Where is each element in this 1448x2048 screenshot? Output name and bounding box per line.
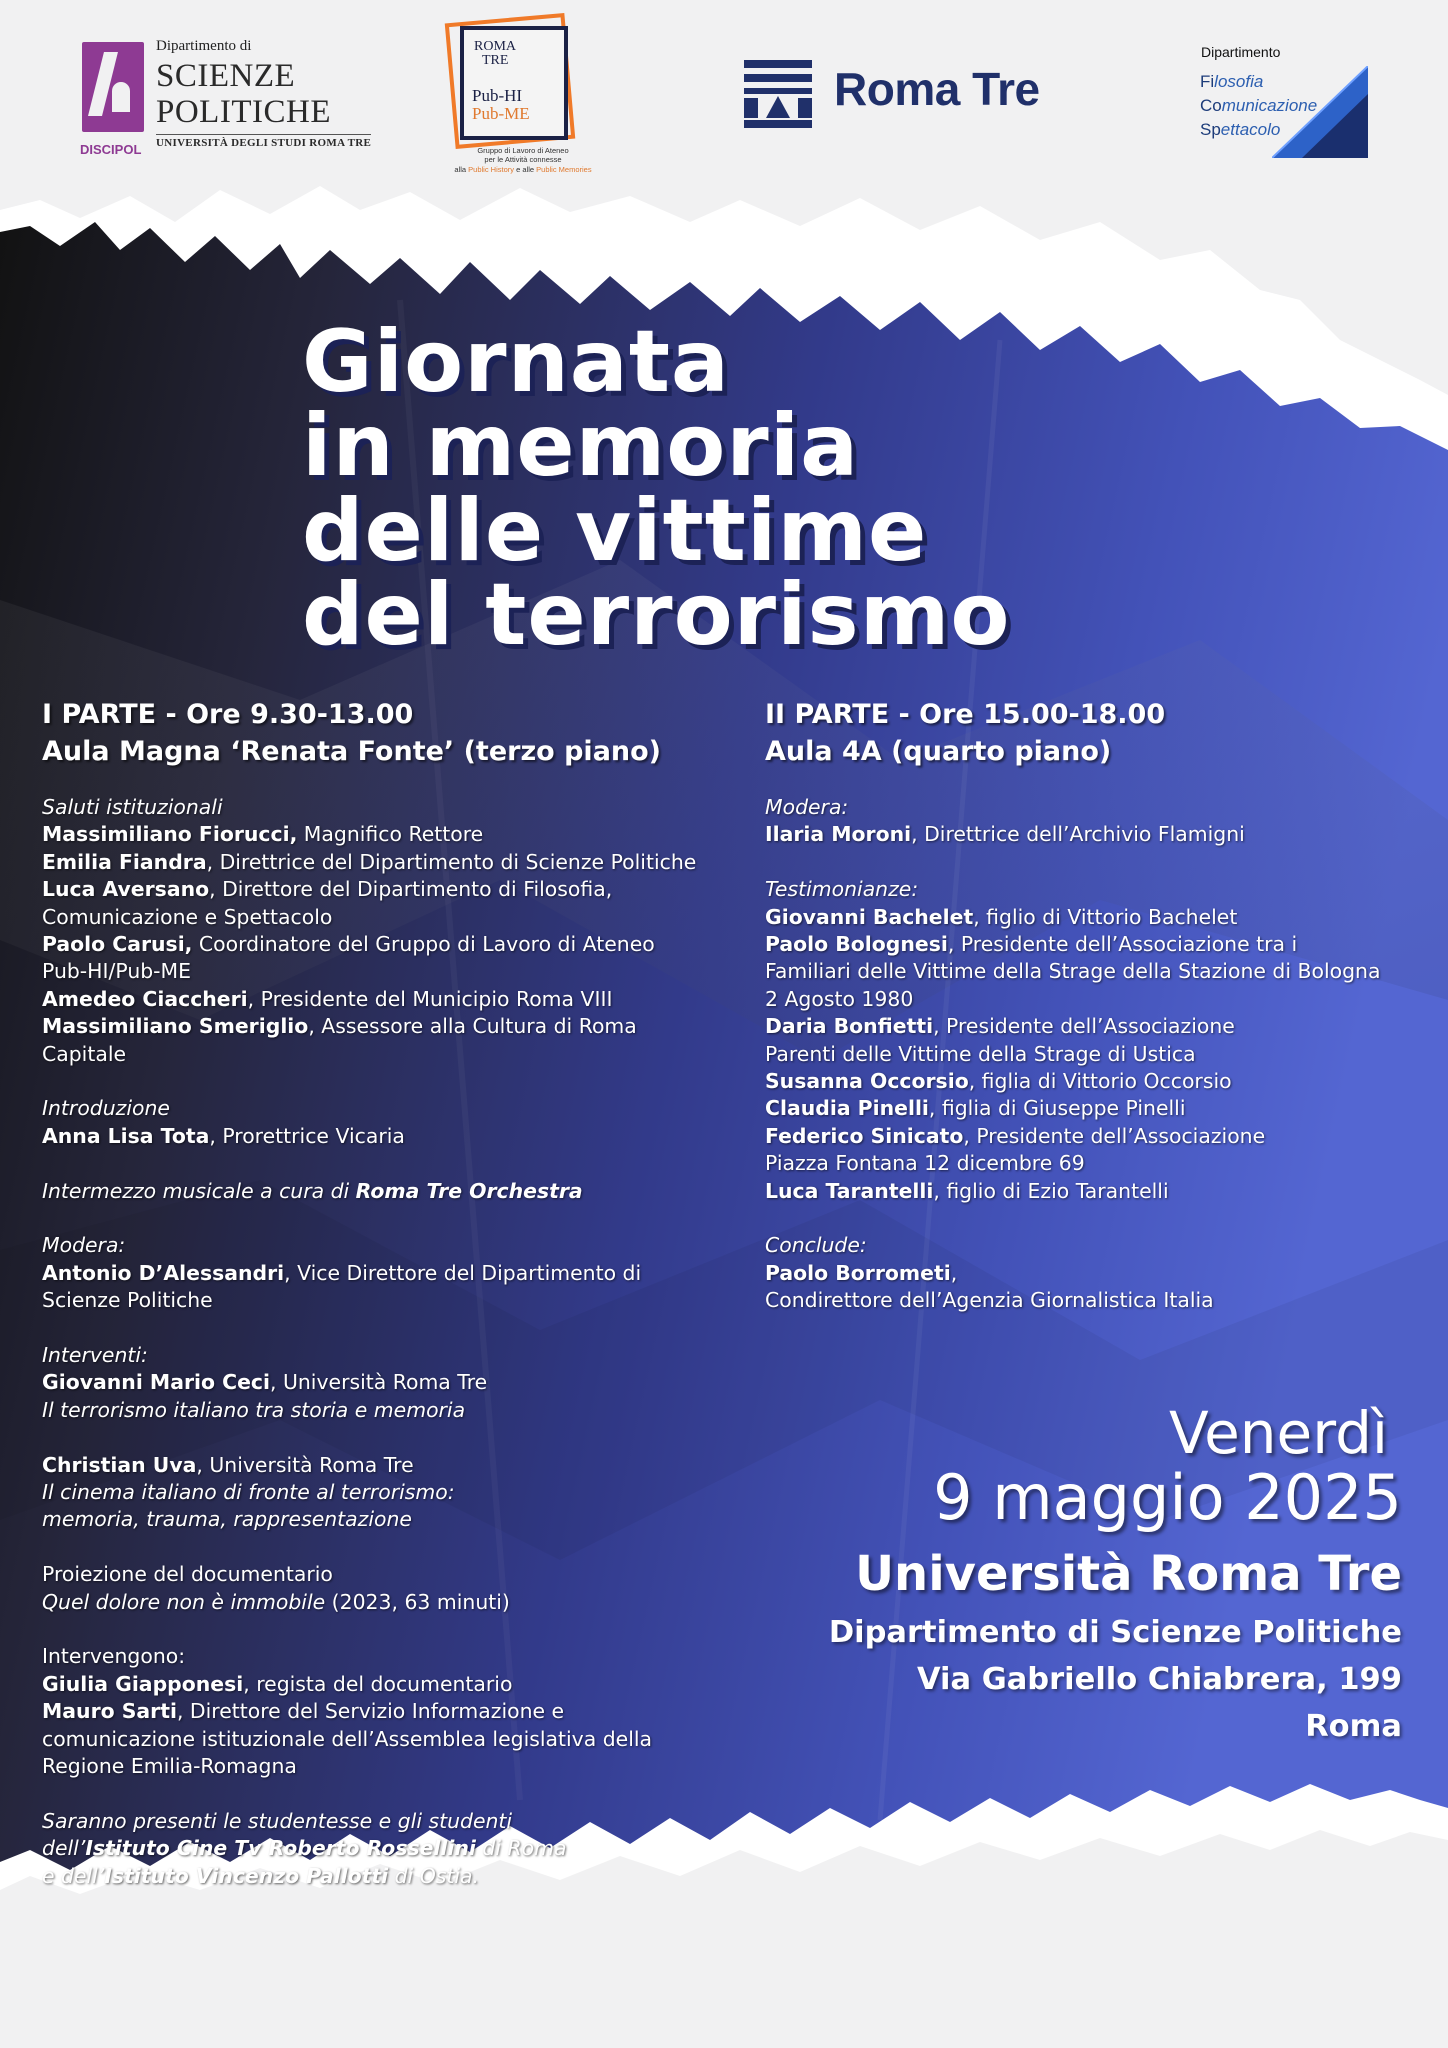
title-line-4: del terrorismo [302,564,1011,665]
speaker-row-cont: Condirettore dell’Agenzia Giornalistica Italia [765,1288,1214,1313]
speaker-row: Massimiliano Smeriglio, Assessore alla Cultura di Roma [42,1014,637,1039]
pubhi-tre: TRE [482,53,509,68]
speaker-row-cont: Capitale [42,1041,127,1066]
scipol-line2: POLITICHE [156,94,331,130]
logo-roma-tre[interactable] [744,58,1064,138]
speaker-row: Giovanni Bachelet, figlio di Vittorio Bachelet [765,904,1238,929]
modera-label: Modera: [42,1233,126,1258]
testimonianze-label: Testimonianze: [765,877,919,902]
studenti-note: dell’Istituto Cine Tv Roberto Rossellini di Roma [42,1836,567,1861]
event-university: Università Roma Tre [855,1545,1402,1602]
scipol-dipartimento: Dipartimento di [156,38,252,54]
talk-title: memoria, trauma, rappresentazione [42,1507,412,1532]
talk-title: Il terrorismo italiano tra storia e memoria [42,1397,466,1422]
saluti-label: Saluti istituzionali [42,795,223,819]
event-department: Dipartimento di Scienze Politiche [828,1615,1402,1651]
fcs-spettacolo: Spettacolo [1200,120,1281,139]
scipol-line1: SCIENZE [156,58,296,94]
speaker-row: Anna Lisa Tota, Prorettrice Vicaria [42,1123,405,1148]
speaker-row: Federico Sinicato, Presidente dell’Associazione [765,1123,1266,1148]
pubhi-caption [442,146,604,174]
program-part-2 [765,696,1425,1315]
speaker-row-cont: Parenti delle Vittime della Strage di Ustica [765,1041,1196,1066]
speaker-row: Luca Tarantelli, figlio di Ezio Tarantelli [765,1178,1169,1203]
speaker-row: Mauro Sarti, Direttore del Servizio Informazione e [42,1699,565,1724]
event-city: Roma [1305,1709,1402,1745]
speaker-row: Amedeo Ciaccheri, Presidente del Municipio Roma VIII [42,986,613,1011]
modera-label: Modera: [765,795,849,819]
logo-pubhi-pubme[interactable] [442,18,604,178]
speaker-row-cont: 2 Agosto 1980 [765,986,914,1011]
pubhi-roma: ROMA [474,39,517,54]
event-day: Venerdì [1168,1399,1388,1467]
speaker-row-cont: Piazza Fontana 12 dicembre 69 [765,1151,1085,1176]
event-date: 9 maggio 2025 [933,1460,1402,1534]
speaker-row-cont: Scienze Politiche [42,1288,213,1313]
title-line-2: in memoria [302,396,860,497]
studenti-note: Saranno presenti le studentesse e gli studenti [42,1808,513,1833]
partner-logos [0,0,1448,200]
part2-program [765,794,1425,1315]
proiezione-label: Proiezione del documentario [42,1562,333,1587]
interventi-label: Interventi: [42,1343,148,1368]
speaker-row: Antonio D’Alessandri, Vice Direttore del Dipartimento di [42,1260,642,1285]
talk-title: Il cinema italiano di fronte al terrorismo: [42,1480,455,1505]
event-address: Via Gabriello Chiabrera, 199 [916,1662,1402,1698]
columns-arch-icon [744,60,812,128]
roma-tre-wordmark: Roma Tre [834,63,1040,115]
speaker-row: Emilia Fiandra, Direttrice del Dipartimento di Scienze Politiche [42,849,697,874]
speaker-row-cont: Familiari delle Vittime della Strage della Stazione di Bologna [765,959,1381,984]
scipol-university: UNIVERSITÀ DEGLI STUDI ROMA TRE [156,134,371,149]
speaker-row: Giulia Giapponesi, regista del documentario [42,1671,513,1696]
pubhi-caption-3: alla Public History e alle Public Memories [454,164,592,174]
page-title [302,312,1402,665]
part1-program [42,794,742,1890]
speaker-row-cont: Pub-HI/Pub-ME [42,959,192,984]
speaker-row: Susanna Occorsio, figlia di Vittorio Occorsio [765,1069,1232,1094]
speaker-row: Giovanni Mario Ceci, Università Roma Tre [42,1370,488,1395]
speaker-row: Massimiliano Fiorucci, Magnifico Rettore [42,822,484,847]
documentary-info: Quel dolore non è immobile (2023, 63 minuti) [42,1589,510,1614]
speaker-row: Christian Uva, Università Roma Tre [42,1452,414,1477]
program-part-1 [42,696,742,1890]
speaker-row: Daria Bonfietti, Presidente dell’Associazione [765,1014,1235,1039]
title-line-1: Giornata [302,312,730,412]
speaker-row-cont: Regione Emilia-Romagna [42,1754,297,1779]
part1-heading-room: Aula Magna ‘Renata Fonte’ (terzo piano) [42,736,662,767]
fcs-comunicazione: Comunicazione [1200,96,1318,115]
fcs-filosofia: Filosofia [1200,72,1264,91]
speaker-row: Paolo Borrometi, [765,1260,958,1285]
part2-heading-room: Aula 4A (quarto piano) [765,736,1112,767]
event-info [702,1399,1402,1750]
conclude-label: Conclude: [765,1233,867,1258]
logo-scienze-politiche[interactable] [80,38,372,157]
pubhi-name-b: Pub-ME [472,104,530,123]
intermezzo: Intermezzo musicale a cura di Roma Tre Orchestra [42,1178,583,1203]
pubhi-caption-1: Gruppo di Lavoro di Ateneo [477,146,569,155]
speaker-row-cont: Comunicazione e Spettacolo [42,904,333,929]
speaker-row-cont: comunicazione istituzionale dell’Assemblea legislativa della [42,1726,653,1751]
part1-heading-time: I PARTE - Ore 9.30-13.00 [42,699,414,730]
intro-label: Introduzione [42,1096,170,1121]
speaker-row: Luca Aversano, Direttore del Dipartimento di Filosofia, [42,877,613,902]
part2-heading-time: II PARTE - Ore 15.00-18.00 [765,699,1166,730]
speaker-row: Ilaria Moroni, Direttrice dell’Archivio Flamigni [765,822,1245,847]
intervengono-label: Intervengono: [42,1644,186,1669]
studenti-note: e dell’Istituto Vincenzo Pallotti di Ostia. [42,1863,480,1888]
speaker-row: Paolo Bolognesi, Presidente dell’Associazione tra i [765,932,1298,957]
scipol-acronym: DISCIPOL [80,142,142,157]
fcs-dipartimento: Dipartimento [1201,44,1281,60]
pubhi-caption-2: per le Attività connesse [484,155,562,165]
speaker-row: Paolo Carusi, Coordinatore del Gruppo di Lavoro di Ateneo [42,932,655,957]
column-figure-icon [82,42,144,132]
speaker-row: Claudia Pinelli, figlia di Giuseppe Pinelli [765,1096,1186,1121]
title-line-3: delle vittime [302,480,928,581]
logo-filosofia-comunicazione-spettacolo[interactable] [1196,42,1376,162]
pubhi-name-a: Pub-HI [472,86,523,105]
